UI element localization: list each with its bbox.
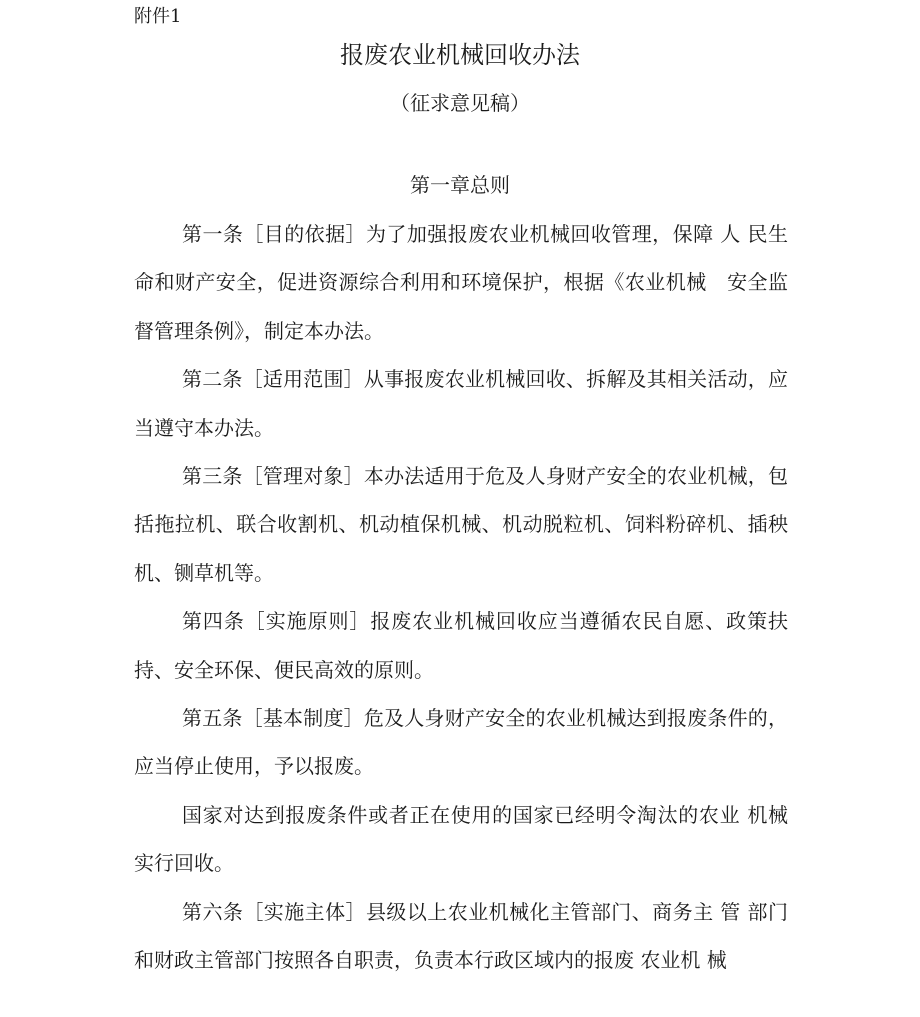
article-5-continuation-paragraph: 国家对达到报废条件或者正在使用的国家已经明令淘汰的农业 机械实行回收。: [134, 802, 788, 876]
document-subtitle: （征求意见稿）: [390, 91, 530, 115]
article-4-paragraph: 第四条［实施原则］报废农业机械回收应当遵循农民自愿、政策扶持、安全环保、便民高效的原则。: [134, 609, 788, 682]
document-body: [134, 210, 788, 985]
article-3-paragraph: 第三条［管理对象］本办法适用于危及人身财产安全的农业机械，包括拖拉机、联合收割机、机动植保机械、机动脱粒机、饲料粉碎机、插秧机、铡草机等。: [134, 464, 788, 585]
article-2-paragraph: 第二条［适用范围］从事报废农业机械回收、拆解及其相关活动，应当遵守本办法。: [134, 367, 788, 440]
attachment-label: 附件1: [134, 6, 182, 27]
document-title: 报废农业机械回收办法: [340, 41, 580, 69]
article-5-paragraph: 第五条［基本制度］危及人身财产安全的农业机械达到报废条件的，应当停止使用，予以报废。: [134, 706, 788, 779]
chapter-heading: 第一章总则: [410, 173, 510, 197]
article-1-paragraph: 第一条［目的依据］为了加强报废农业机械回收管理，保障 人 民生命和财产安全，促进资源综合利用和环境保护，根据《农业机械 安全监督管理条例》，制定本办法。: [134, 222, 788, 343]
article-6-paragraph: 第六条［实施主体］县级以上农业机械化主管部门、商务主 管 部门和财政主管部门按照各自职责，负责本行政区域内的报废 农业机 械: [134, 899, 788, 973]
